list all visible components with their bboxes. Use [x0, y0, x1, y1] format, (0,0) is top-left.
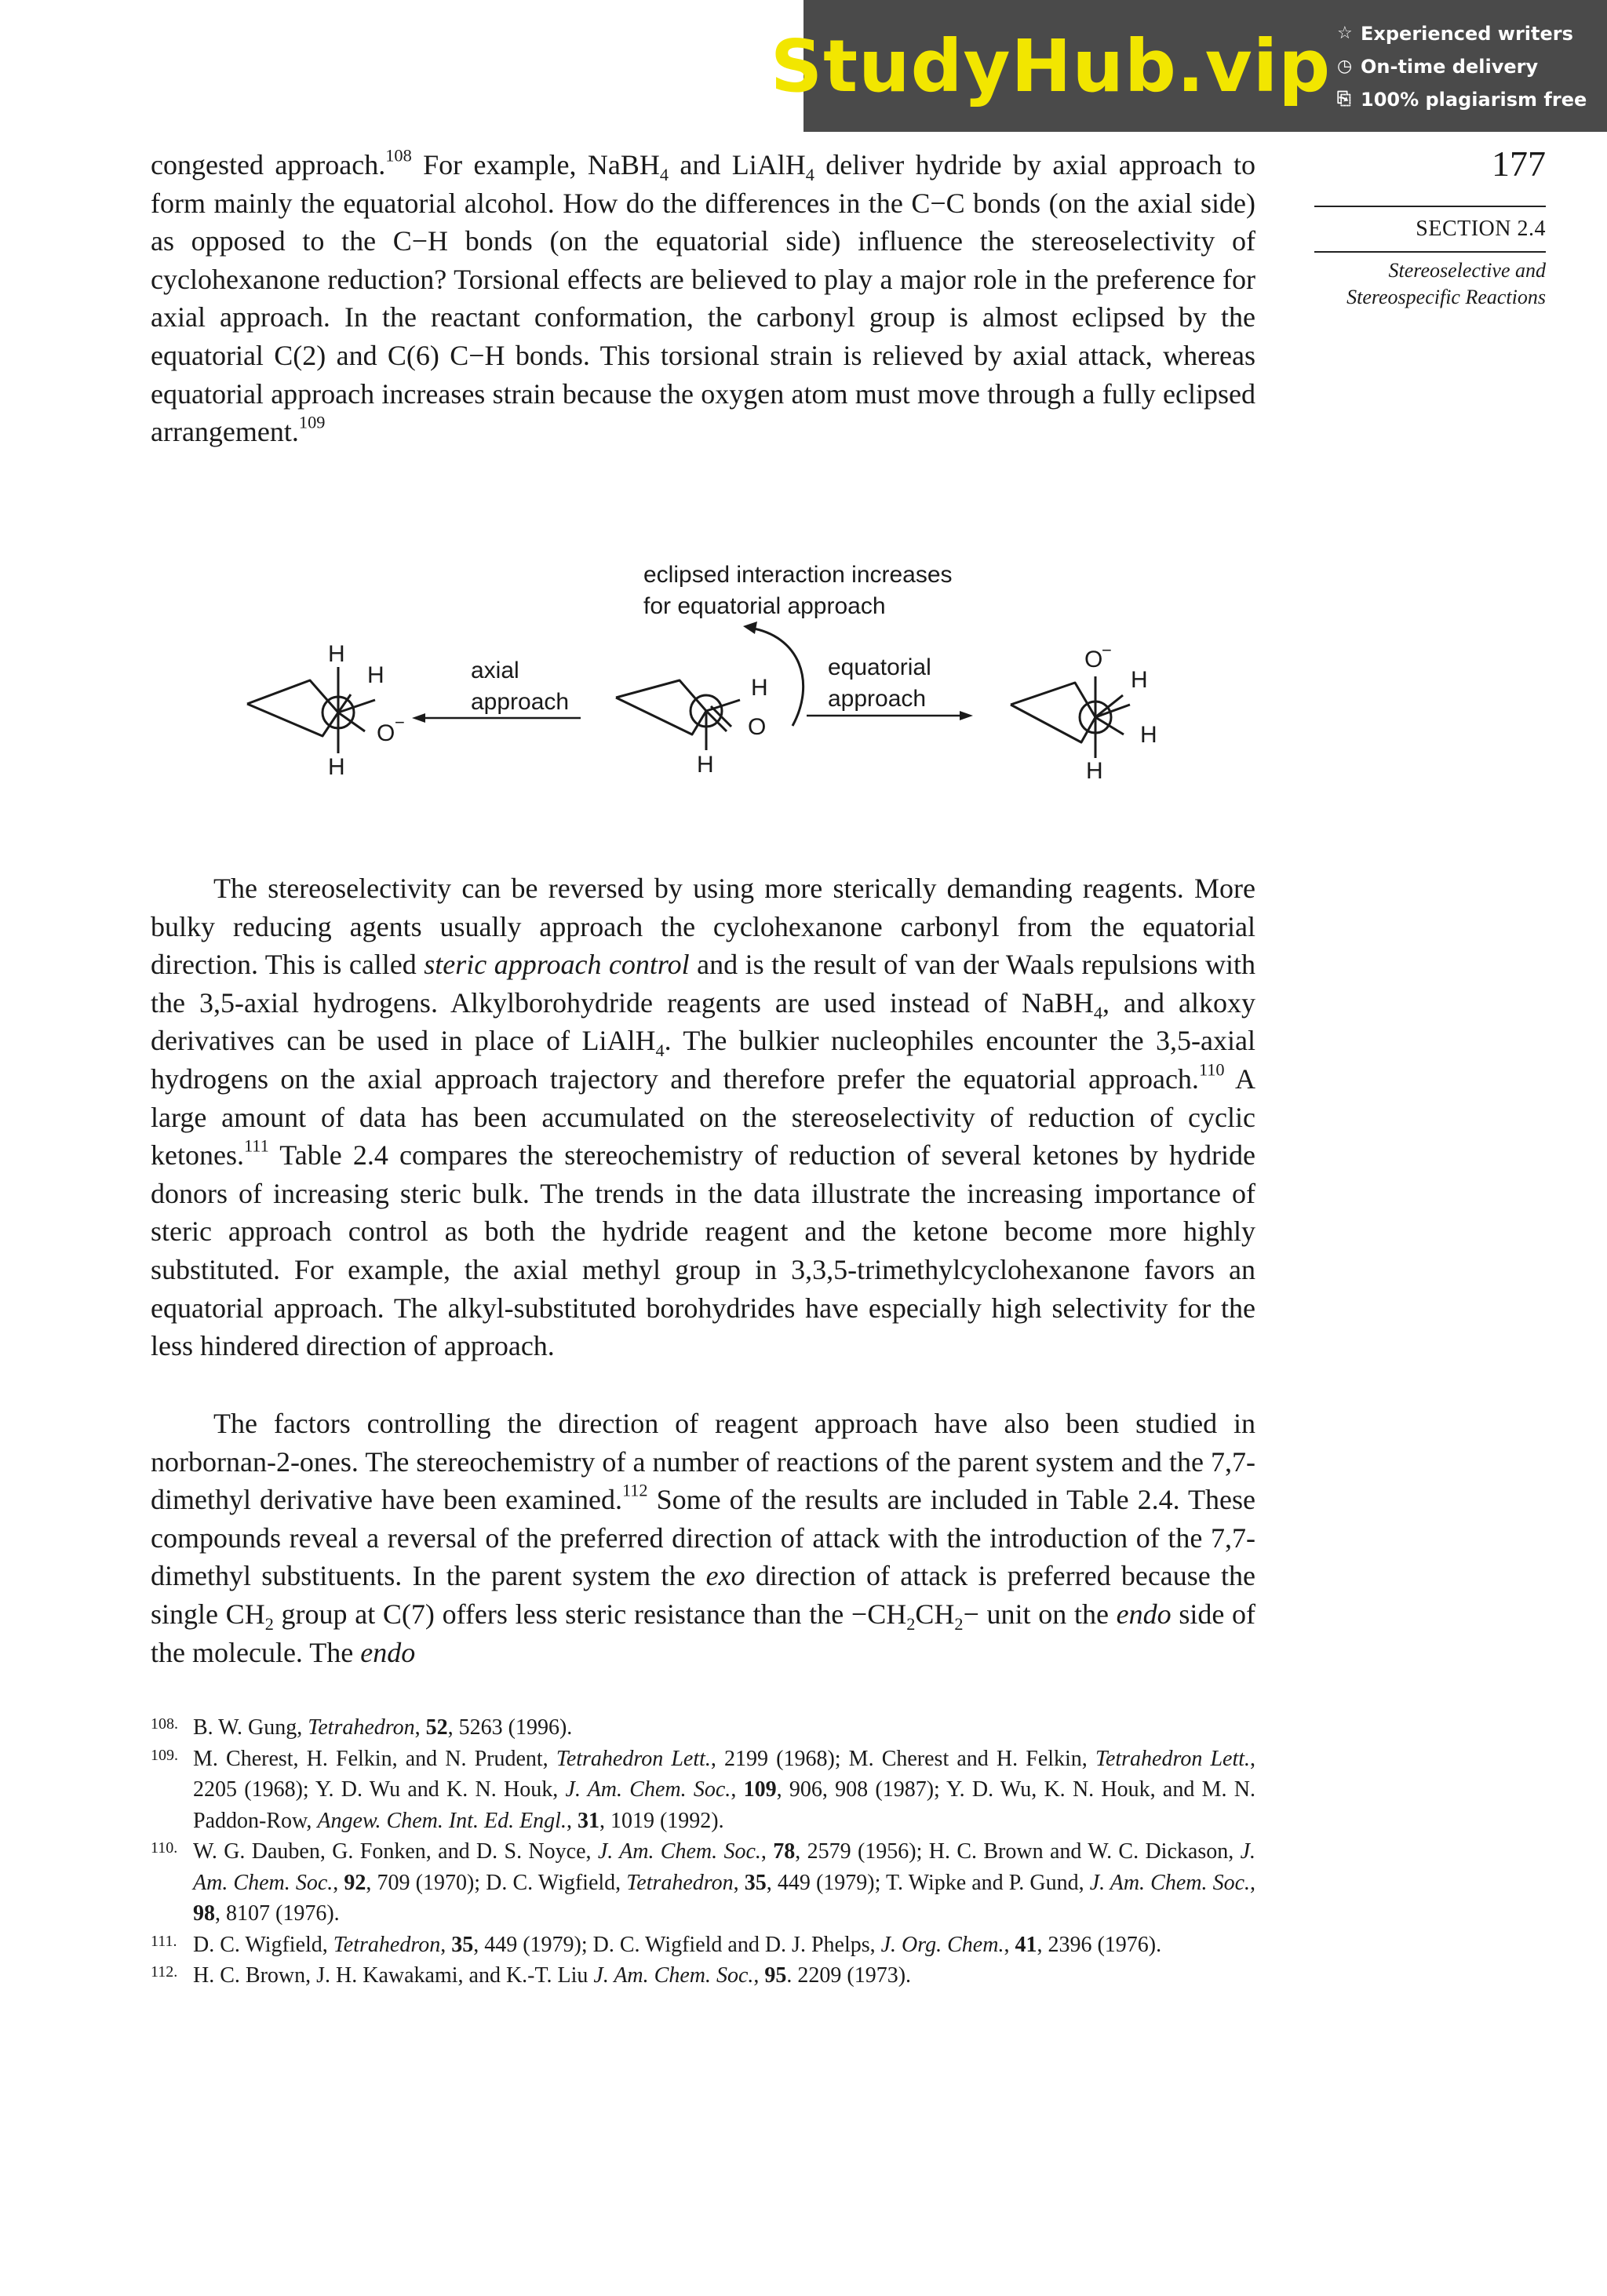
- footnote-number: 110.: [151, 1839, 178, 1857]
- atom-O: O: [1084, 647, 1103, 672]
- footnote: [151, 1930, 1255, 1961]
- ring-back-bonds: [1011, 683, 1130, 717]
- footnote-number: 108.: [151, 1715, 178, 1733]
- footnote-text: B. W. Gung, Tetrahedron, 52, 5263 (1996).: [193, 1715, 573, 1740]
- footnote-text: D. C. Wigfield, Tetrahedron, 35, 449 (1979); D. C. Wigfield and D. J. Phelps, J. Org. Chem., 41, 2396 (1976).: [193, 1932, 1162, 1957]
- ring-front-bonds: [1011, 705, 1095, 742]
- label-top-1: eclipsed interaction increases: [643, 562, 953, 588]
- label-axial-2: approach: [471, 689, 570, 715]
- body-paragraph-2: The stereoselectivity can be reversed by using more sterically demanding reagents. More bulky reducing agents usually approach the cyclohexanone carbonyl from the equatorial direction. This is called steric approach control and is the result of van der Waals repulsions with the 3,5-axial hydrogens. Alkylborohydride reagents are used instead of NaBH$_4$, and alkoxy derivatives can be used in place of LiAlH$_4$. The bulkier nucleophiles encounter the 3,5-axial hydrogens on the axial approach trajectory and therefore prefer the equatorial approach.$^{110}$ A large amount of data has been accumulated on the stereoselectivity of reduction of cyclic ketones.$^{111}$ Table 2.4 compares the stereochemistry of reduction of several ketones by hydride donors of increasing steric bulk. The trends in the data illustrate the increasing importance of steric approach control as both the hydride reagent and the ketone become more highly substituted. For example, the axial methyl group in 3,3,5-trimethylcyclohexanone favors an equatorial approach. The alkyl-substituted borohydrides have especially high selectivity for the less hindered direction of approach.: [151, 873, 1256, 1362]
- footnote: [151, 1712, 1255, 1744]
- footnote: [151, 1960, 1255, 1992]
- scheme-labels: [328, 562, 1157, 784]
- feature-label: Experienced writers: [1361, 23, 1573, 45]
- footnote-number: 109.: [151, 1746, 178, 1764]
- left-product-structure: [247, 667, 375, 753]
- atom-H: H: [697, 752, 714, 778]
- atom-H: H: [1086, 758, 1103, 784]
- clock-icon: ◷: [1337, 56, 1353, 76]
- label-equatorial-1: equatorial: [828, 654, 931, 680]
- footnote-number: 112.: [151, 1963, 178, 1981]
- curved-arrow-head: [743, 621, 757, 634]
- reaction-scheme: [235, 549, 1224, 793]
- shield-check-icon: ⎘: [1337, 89, 1351, 109]
- axial-arrow-head: [412, 713, 425, 723]
- body-paragraph-3: The factors controlling the direction of reagent approach have also been studied in norbornan-2-ones. The stereochemistry of a number of reactions of the parent system and the 7,7-dimethyl derivative have been examined.$^{112}$ Some of the results are included in Table 2.4. These compounds reveal a reversal of the preferred direction of attack with the introduction of the 7,7-dimethyl substituents. In the parent system the exo direction of attack is preferred because the single $CH_2$ group at C(7) offers less steric resistance than the $-CH_2CH_2-$ unit on the endo side of the molecule. The endo: [151, 1408, 1255, 1668]
- atom-H: H: [367, 662, 384, 688]
- banner-logo[interactable]: [770, 0, 1332, 132]
- scheme-svg: [235, 549, 1224, 793]
- footnote-number: 111.: [151, 1932, 177, 1950]
- banner-feature: [1337, 17, 1596, 50]
- atom-H: H: [328, 754, 345, 780]
- atom-H: H: [328, 641, 345, 667]
- page-number: 177: [1492, 144, 1546, 184]
- footnote-text: M. Cherest, H. Felkin, and N. Prudent, Tetrahedron Lett., 2199 (1968); M. Cherest and H. Felkin, Tetrahedron Lett., 2205 (1968); Y. D. Wu and K. N. Houk, J. Am. Chem. Soc., 109, 906, 908 (1987); Y. D. Wu, K. N. Houk, and M. N. Paddon-Row, Angew. Chem. Int. Ed. Engl., 31, 1019 (1992).: [193, 1746, 1256, 1833]
- feature-label: 100% plagiarism free: [1361, 89, 1587, 111]
- atom-H: H: [1140, 722, 1157, 748]
- charge-minus: −: [1102, 640, 1112, 660]
- atom-H: H: [751, 675, 768, 701]
- ad-banner[interactable]: [770, 0, 1607, 132]
- footnote: [151, 1836, 1255, 1930]
- atom-O: O: [748, 714, 767, 740]
- section-subtitle-line: Stereoselective and: [1388, 259, 1546, 282]
- banner-feature: [1337, 83, 1596, 116]
- footnote-text: H. C. Brown, J. H. Kawakami, and K.-T. Liu J. Am. Chem. Soc., 95. 2209 (1973).: [193, 1963, 912, 1988]
- atom-H: H: [1131, 667, 1148, 693]
- carbonyl-bond: [706, 711, 727, 731]
- footnote: [151, 1744, 1255, 1837]
- H-bond: [1095, 695, 1123, 717]
- ring-back-bonds: [247, 680, 375, 712]
- banner-feature: [1337, 50, 1596, 83]
- right-product-structure: [1011, 676, 1130, 758]
- star-icon: ☆: [1337, 24, 1353, 43]
- label-top-2: for equatorial approach: [643, 593, 886, 619]
- label-equatorial-2: approach: [828, 686, 927, 712]
- section-subtitle-line: Stereospecific Reactions: [1346, 286, 1546, 308]
- section-subtitle: [1287, 257, 1546, 311]
- atom-O: O: [377, 720, 395, 746]
- banner-features: [1337, 17, 1596, 116]
- feature-label: On-time delivery: [1361, 56, 1539, 78]
- header-rule-top: [1314, 206, 1546, 207]
- logo-text: StudyHub.vip: [770, 24, 1332, 108]
- body-paragraph-1: congested approach.$^{108}$ For example, NaBH$_4$ and LiAlH$_4$ deliver hydride by axial approach to form mainly the equatorial alcohol. How do the differences in the C−C bonds (on the axial side) as opposed to the C−H bonds (on the equatorial side) influence the stereoselectivity of cyclohexanone reduction? Torsional effects are believed to play a major role in the preference for axial approach. In the reactant conformation, the carbonyl group is almost eclipsed by the equatorial C(2) and C(6) C−H bonds. This torsional strain is relieved by axial attack, whereas equatorial approach increases strain because the oxygen atom must move through a fully eclipsed arrangement.$^{109}$: [151, 145, 1256, 448]
- charge-minus: −: [395, 712, 405, 732]
- label-axial-1: axial: [471, 658, 519, 683]
- equatorial-arrow-head: [960, 711, 973, 720]
- header-rule-bottom: [1314, 251, 1546, 253]
- footnote-text: W. G. Dauben, G. Fonken, and D. S. Noyce, J. Am. Chem. Soc., 78, 2579 (1956); H. C. Brown and W. C. Dickason, J. Am. Chem. Soc., 92, 709 (1970); D. C. Wigfield, Tetrahedron, 35, 449 (1979); T. Wipke and P. Gund, J. Am. Chem. Soc., 98, 8107 (1976).: [193, 1839, 1256, 1926]
- footnotes: [151, 1712, 1255, 1992]
- section-label: SECTION 2.4: [1416, 217, 1546, 241]
- middle-reactant-structure: [616, 680, 740, 750]
